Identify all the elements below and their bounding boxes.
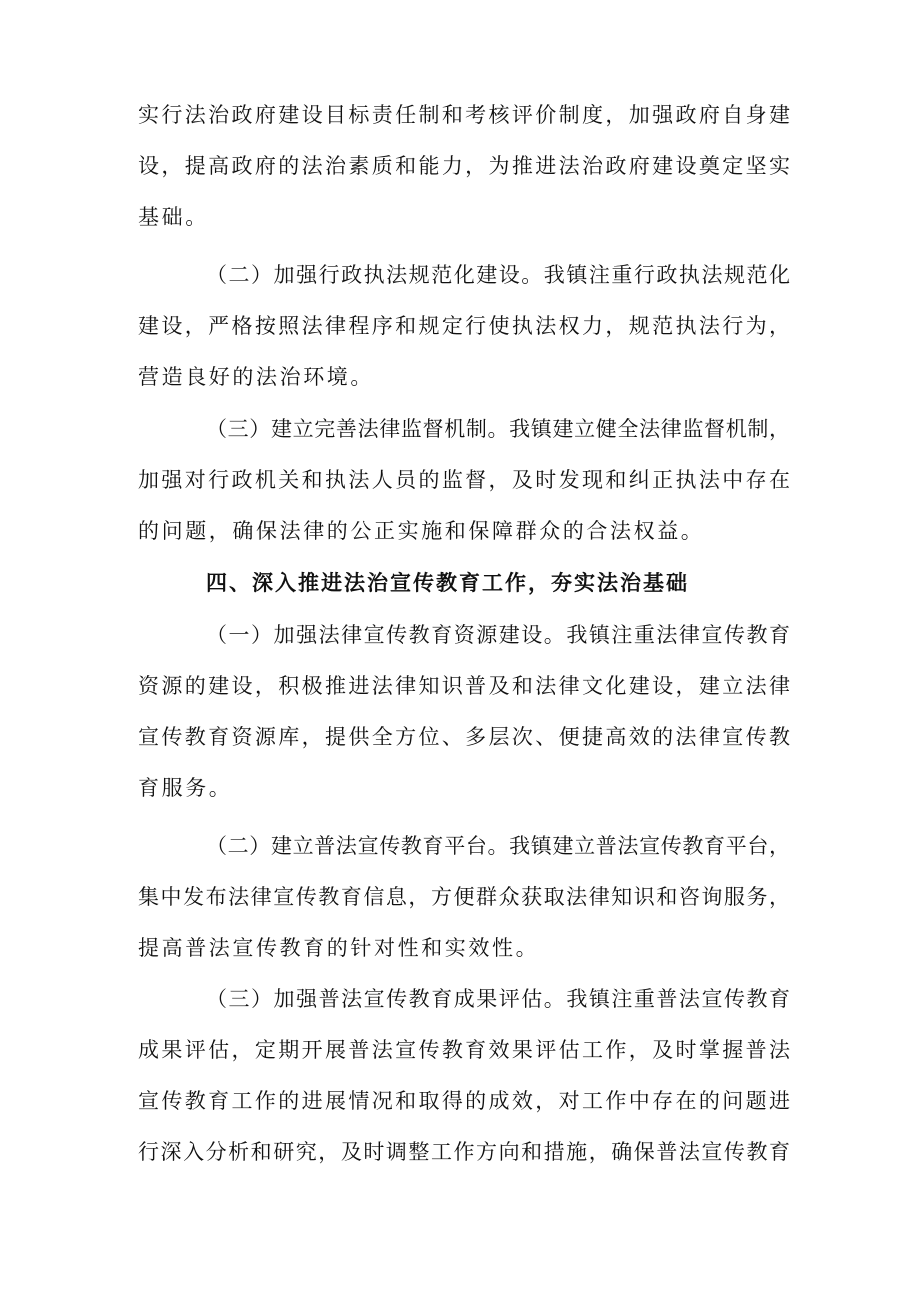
text-line: （二）建立普法宣传教育平台。我镇建立普法宣传教育平台， [206,834,790,858]
text-line: 育服务。 [138,776,233,800]
text-line: 资源的建设，积极推进法律知识普及和法律文化建设，建立法律 [138,674,790,698]
text-line: 营造良好的法治环境。 [138,365,374,389]
text-line: 设，提高政府的法治素质和能力，为推进法治政府建设奠定坚实 [138,154,790,178]
text-line: （一）加强法律宣传教育资源建设。我镇注重法律宣传教育 [206,623,790,647]
text-line: 成果评估，定期开展普法宣传教育效果评估工作，及时掌握普法 [138,1038,790,1062]
text-line: （三）加强普法宣传教育成果评估。我镇注重普法宣传教育 [206,987,790,1011]
text-line: 的问题，确保法律的公正实施和保障群众的合法权益。 [138,519,705,543]
text-line: 集中发布法律宣传教育信息，方便群众获取法律知识和咨询服务， [138,885,790,909]
text-line: （三）建立完善法律监督机制。我镇建立健全法律监督机制， [206,417,790,441]
text-line: 实行法治政府建设目标责任制和考核评价制度，加强政府自身建 [138,103,790,127]
text-line: 行深入分析和研究，及时调整工作方向和措施，确保普法宣传教育 [138,1140,790,1164]
text-line: 宣传教育工作的进展情况和取得的成效，对工作中存在的问题进 [138,1089,790,1113]
text-line: 加强对行政机关和执法人员的监督，及时发现和纠正执法中存在 [138,468,790,492]
text-line: 宣传教育资源库，提供全方位、多层次、便捷高效的法律宣传教 [138,725,790,749]
text-line: （二）加强行政执法规范化建设。我镇注重行政执法规范化 [206,263,790,287]
text-line: 基础。 [138,205,209,229]
section-heading: 四、深入推进法治宣传教育工作，夯实法治基础 [206,571,689,595]
text-line: 提高普法宣传教育的针对性和实效性。 [138,936,540,960]
text-line: 建设，严格按照法律程序和规定行使执法权力，规范执法行为， [138,314,790,338]
